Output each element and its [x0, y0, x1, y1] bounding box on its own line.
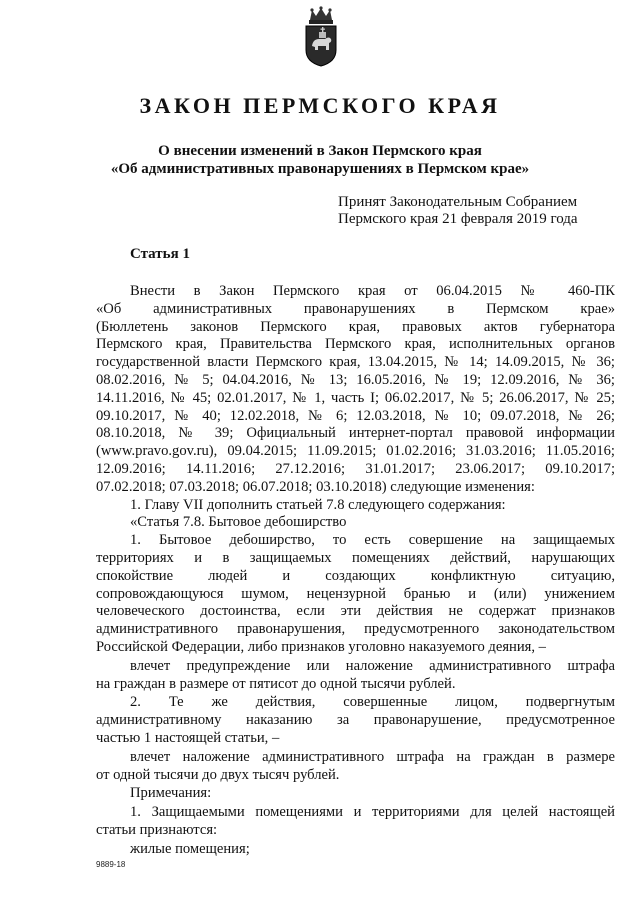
text-line: 1. Защищаемыми помещениями и территориями для целей настоящей: [130, 804, 615, 821]
text-line: 12.09.2016; 14.11.2016; 27.12.2016; 31.01.2017; 23.06.2017; 09.10.2017;: [96, 460, 615, 477]
text-line: (www.pravo.gov.ru), 09.04.2015; 11.09.2015; 01.02.2016; 31.03.2016; 11.05.2016;: [96, 443, 615, 460]
text-line: 09.10.2017, № 40; 12.02.2018, № 6; 12.03.2018, № 10; 09.07.2018, № 26;: [96, 407, 615, 424]
document-number: 9889-18: [96, 860, 126, 869]
text-line: Примечания:: [130, 785, 212, 802]
text-line: 14.11.2016, № 45; 02.01.2017, № 1, часть I; 06.02.2017, № 5; 26.06.2017, № 25;: [96, 389, 615, 406]
adoption-line: Принят Законодательным Собранием: [338, 194, 578, 210]
article-body: [96, 283, 615, 859]
article-heading: Статья 1: [130, 246, 190, 262]
text-line: «Статья 7.8. Бытовое дебоширство: [130, 514, 347, 531]
text-line: территориях и в защищаемых помещениях действий, нарушающих: [96, 549, 615, 566]
text-line: Внести в Закон Пермского края от 06.04.2015 № 460-ПК: [130, 283, 615, 299]
text-line: «Об административных правонарушениях в Пермском крае»: [96, 300, 615, 317]
text-line: статьи признаются:: [96, 821, 218, 838]
text-line: влечет предупреждение или наложение административного штрафа: [130, 657, 615, 674]
perm-krai-coat-of-arms-icon: [303, 6, 339, 68]
text-line: (Бюллетень законов Пермского края, правовых актов губернатора: [96, 318, 615, 335]
law-title: ЗАКОН ПЕРМСКОГО КРАЯ: [139, 93, 501, 118]
subtitle-line: «Об административных правонарушениях в Пермском крае»: [110, 161, 530, 177]
text-line: административного правонарушения, предусмотренного законодательством: [96, 621, 615, 638]
subtitle-line: О внесении изменений в Закон Пермского края: [158, 143, 482, 159]
text-line: 1. Бытовое дебоширство, то есть совершение на защищаемых: [130, 532, 615, 549]
text-line: Российской Федерации, либо признаков уголовно наказуемого деяния, –: [96, 638, 546, 655]
law-subtitle: [0, 142, 640, 178]
text-line: административному наказанию за правонарушение, предусмотренное: [96, 712, 615, 729]
text-line: 08.02.2016, № 5; 04.04.2016, № 13; 16.05.2016, № 19; 12.09.2016, № 36;: [96, 371, 615, 388]
text-line: 08.10.2018, № 39; Официальный интернет-портал правовой информации: [96, 425, 615, 442]
text-line: сопровождающуюся шумом, нецензурной бранью и (или) унижением: [96, 585, 615, 602]
text-line: частью 1 настоящей статьи, –: [96, 729, 280, 746]
text-line: Пермского края, Правительства Пермского края, исполнительных органов: [96, 336, 615, 353]
text-line: на граждан в размере от пятисот до одной тысячи рублей.: [96, 675, 456, 692]
adoption-note: [338, 194, 618, 228]
text-line: от одной тысячи до двух тысяч рублей.: [96, 766, 340, 783]
text-line: государственной власти Пермского края, 13.04.2015, № 14; 14.09.2015, № 36;: [96, 354, 615, 371]
text-line: 07.02.2018; 07.03.2018; 06.07.2018; 03.10.2018) следующие изменения:: [96, 478, 535, 495]
text-line: влечет наложение административного штрафа на граждан в размере: [130, 748, 615, 765]
text-line: спокойствие людей и создающих конфликтную ситуацию,: [96, 567, 615, 584]
text-line: 2. Те же действия, совершенные лицом, подвергнутым: [130, 694, 615, 711]
text-line: человеческого достоинства, если эти действия не содержат признаков: [96, 603, 615, 620]
text-line: 1. Главу VII дополнить статьей 7.8 следующего содержания:: [130, 496, 506, 513]
text-line: жилые помещения;: [130, 840, 250, 857]
adoption-line: Пермского края 21 февраля 2019 года: [338, 211, 578, 227]
